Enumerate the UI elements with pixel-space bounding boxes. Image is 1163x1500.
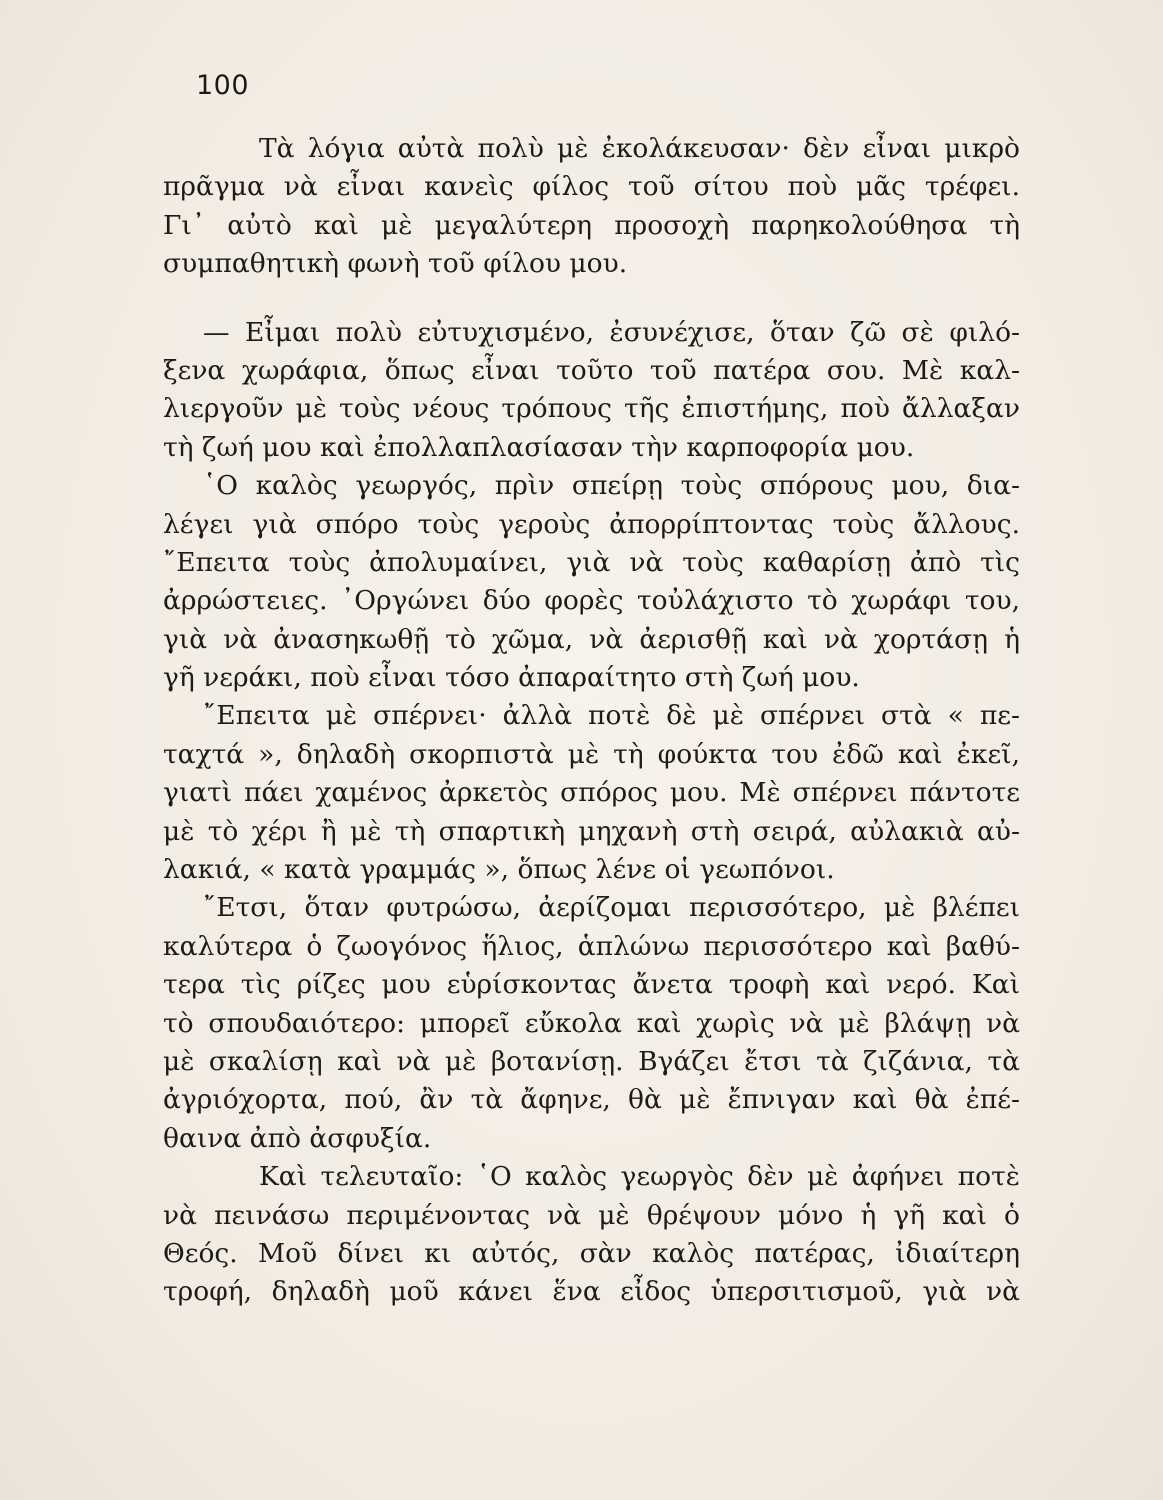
text-line: Θεός. Μοῦ δίνει κι αὐτός, σὰν καλὸς πατέρας, ἰδιαίτερη (163, 1237, 1020, 1269)
text-line: γῆ νεράκι, ποὺ εἶναι τόσο ἀπαραίτητο στὴ ζωή μου. (163, 662, 860, 694)
text-line: συμπαθητικὴ φωνὴ τοῦ φίλου μου. (163, 248, 628, 280)
text-line: ῎Επειτα μὲ σπέρνει· ἀλλὰ ποτὲ δὲ μὲ σπέρνει στὰ « πε- (203, 700, 1020, 732)
text-line: ῾Ο καλὸς γεωργός, πρὶν σπείρῃ τοὺς σπόρους μου, δια- (203, 470, 1020, 502)
text-line: Γι᾽ αὐτὸ καὶ μὲ μεγαλύτερη προσοχὴ παρηκολούθησα τὴ (163, 209, 1020, 241)
text-line: καλύτερα ὁ ζωογόνος ἥλιος, ἁπλώνω περισσότερο καὶ βαθύ- (163, 930, 1020, 962)
text-line: ξενα χωράφια, ὅπως εἶναι τοῦτο τοῦ πατέρα σου. Μὲ καλ- (163, 354, 1020, 386)
text-line: λιεργοῦν μὲ τοὺς νέους τρόπους τῆς ἐπιστήμης, ποὺ ἄλλαξαν (163, 393, 1020, 425)
text-line: — Εἶμαι πολὺ εὐτυχισμένο, ἐσυνέχισε, ὅταν ζῶ σὲ φιλό- (203, 316, 1020, 348)
text-line: γιὰ νὰ ἀνασηκωθῇ τὸ χῶμα, νὰ ἀερισθῇ καὶ νὰ χορτάσῃ ἡ (163, 623, 1020, 655)
text-line: Καὶ τελευταῖο: ῾Ο καλὸς γεωργὸς δὲν μὲ ἀφήνει ποτὲ (259, 1161, 1020, 1193)
text-line: τερα τὶς ρίζες μου εὑρίσκοντας ἄνετα τροφὴ καὶ νερό. Καὶ (163, 969, 1020, 1001)
text-line: τὴ ζωή μου καὶ ἐπολλαπλασίασαν τὴν καρποφορία μου. (163, 431, 915, 463)
text-line: θαινα ἀπὸ ἀσφυξία. (163, 1122, 432, 1154)
text-line: λακιά, « κατὰ γραμμάς », ὅπως λένε οἱ γεωπόνοι. (163, 854, 835, 886)
text-line: μὲ σκαλίσῃ καὶ νὰ μὲ βοτανίσῃ. Βγάζει ἔτσι τὰ ζιζάνια, τὰ (163, 1045, 1020, 1077)
text-line: τροφή, δηλαδὴ μοῦ κάνει ἕνα εἶδος ὑπερσιτισμοῦ, γιὰ νὰ (163, 1276, 1020, 1308)
text-line: Τὰ λόγια αὐτὰ πολὺ μὲ ἐκολάκευσαν· δὲν εἶναι μικρὸ (259, 133, 1020, 164)
page-number: 100 (196, 70, 250, 101)
text-line: μὲ τὸ χέρι ἢ μὲ τὴ σπαρτικὴ μηχανὴ στὴ σειρά, αὐλακιὰ αὐ- (163, 815, 1020, 847)
text-line: ῎Επειτα τοὺς ἀπολυμαίνει, γιὰ νὰ τοὺς καθαρίσῃ ἀπὸ τὶς (163, 546, 1020, 578)
body-text (163, 130, 1020, 1312)
text-line: τὸ σπουδαιότερο: μπορεῖ εὔκολα καὶ χωρὶς νὰ μὲ βλάψῃ νὰ (163, 1007, 1020, 1039)
text-line: ταχτά », δηλαδὴ σκορπιστὰ μὲ τὴ φούκτα του ἐδῶ καὶ ἐκεῖ, (163, 738, 1020, 770)
text-line: πρᾶγμα νὰ εἶναι κανεὶς φίλος τοῦ σίτου ποὺ μᾶς τρέφει. (163, 171, 1020, 203)
text-line: ἀγριόχορτα, πού, ἂν τὰ ἄφηνε, θὰ μὲ ἔπνιγαν καὶ θὰ ἐπέ- (163, 1084, 1020, 1116)
text-line: νὰ πεινάσω περιμένοντας νὰ μὲ θρέψουν μόνο ἡ γῆ καὶ ὁ (163, 1199, 1020, 1231)
text-line: λέγει γιὰ σπόρο τοὺς γεροὺς ἀπορρίπτοντας τοὺς ἄλλους. (163, 508, 1020, 540)
paragraph-gap (163, 284, 1020, 314)
text-line: ῎Ετσι, ὅταν φυτρώσω, ἀερίζομαι περισσότερο, μὲ βλέπει (203, 892, 1020, 924)
text-line: γιατὶ πάει χαμένος ἀρκετὸς σπόρος μου. Μὲ σπέρνει πάντοτε (163, 777, 1020, 809)
text-line: ἀρρώστειες. ᾿Οργώνει δύο φορὲς τοὐλάχιστο τὸ χωράφι του, (163, 585, 1020, 617)
